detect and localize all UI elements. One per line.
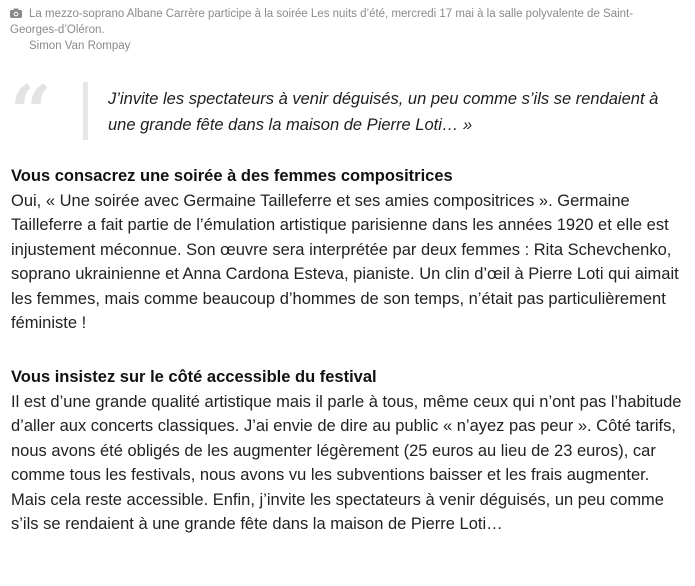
pull-quote	[10, 69, 690, 154]
article-section	[11, 365, 686, 537]
caption-text: La mezzo-soprano Albane Carrère participe à la soirée Les nuits d’été, mercredi 17 mai à la salle polyvalente de Saint-Georges-d’Oléron.	[10, 8, 634, 36]
article-section	[11, 164, 686, 336]
quote-divider	[83, 82, 88, 140]
camera-icon	[10, 8, 22, 18]
section-heading: Vous insistez sur le côté accessible du festival	[11, 368, 377, 386]
quote-text: J’invite les spectateurs à venir déguisés, un peu comme s’ils se rendaient à une grande fête dans la maison de Pierre Loti… »	[108, 90, 659, 134]
photo-credit: Simon Van Rompay	[29, 40, 131, 52]
section-heading: Vous consacrez une soirée à des femmes compositrices	[11, 167, 453, 185]
section-body: Oui, « Une soirée avec Germaine Tailleferre et ses amies compositrices ». Germaine Tailleferre a fait partie de l’émulation artistique parisienne dans les années 1920 et elle est injustement méconnue. Son œuvre sera interprétée par deux femmes : Rita Schevchenko, soprano ukrainienne et Anna Cardona Esteva, pianiste. Un clin d’œil à Pierre Loti qui aimait les femmes, mais comme beaucoup d’hommes de son temps, n’était pas particulièrement féministe !	[11, 191, 679, 332]
section-body: Il est d’une grande qualité artistique mais il parle à tous, même ceux qui n’ont pas l’habitude d’aller aux concerts classiques. J’ai envie de dire au public « n’ayez pas peur ». Côté tarifs, nous avons été obligés de les augmenter légèrement (25 euros au lieu de 23 euros), car comme tous les festivals, nous avons vu les subventions baisser et les frais augmenter. Mais cela reste accessible. Enfin, j’invite les spectateurs à venir déguisés, un peu comme s’ils se rendaient à une grande fête dans la maison de Pierre Loti…	[11, 392, 682, 533]
quote-mark-icon: “	[10, 69, 52, 154]
photo-caption	[10, 6, 680, 54]
